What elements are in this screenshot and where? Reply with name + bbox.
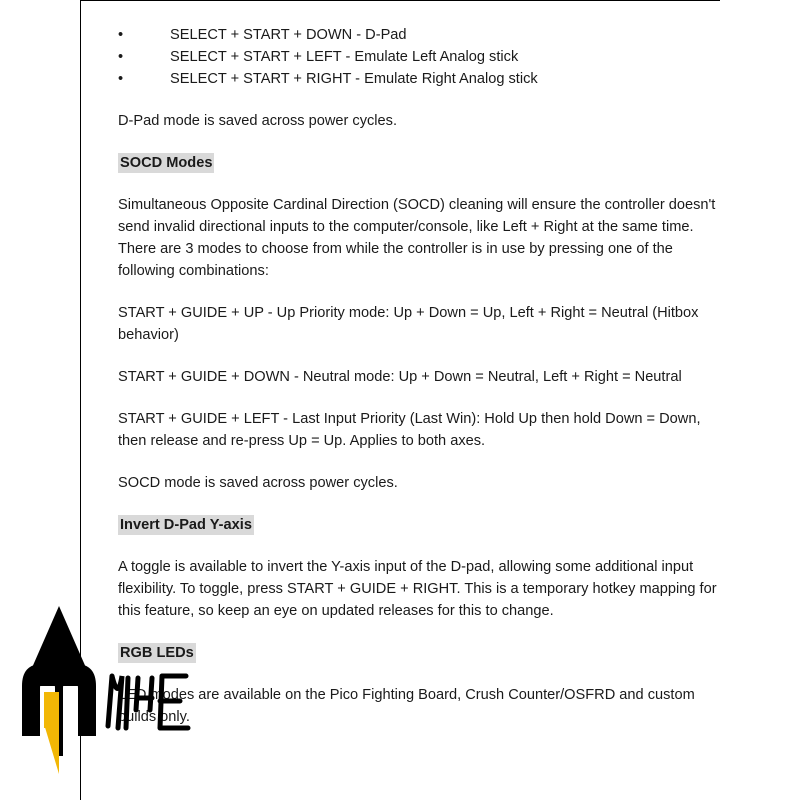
logo-pencil-body: [44, 692, 59, 728]
socd-mode-left: START + GUIDE + LEFT - Last Input Priority (Last Win): Hold Up then hold Down = Down, then release and re-press Up = Up. Applies to both axes.: [118, 411, 701, 449]
list-item: • SELECT + START + DOWN - D-Pad: [118, 24, 718, 46]
invert-body: A toggle is available to invert the Y-axis input of the D-pad, allowing some additional input flexibility. To toggle, press START + GUIDE + RIGHT. This is a temporary hotkey mapping for this feature, so keep an eye on updated releases for this to change.: [118, 559, 717, 619]
watermark-logo: [14, 606, 204, 781]
socd-mode-down: START + GUIDE + DOWN - Neutral mode: Up + Down = Neutral, Left + Right = Neutral: [118, 369, 682, 385]
socd-saved-text: SOCD mode is saved across power cycles.: [118, 475, 398, 491]
document-body: [118, 24, 718, 728]
socd-mode-up: START + GUIDE + UP - Up Priority mode: Up + Down = Up, Left + Right = Neutral (Hitbox behavior): [118, 305, 699, 343]
invert-heading: Invert D-Pad Y-axis: [120, 517, 252, 533]
logo-handwriting: [108, 676, 188, 728]
socd-heading: SOCD Modes: [120, 155, 213, 171]
rgb-heading: RGB LEDs: [120, 645, 194, 661]
list-item: • SELECT + START + LEFT - Emulate Left Analog stick: [118, 46, 718, 68]
list-item: • SELECT + START + RIGHT - Emulate Right Analog stick: [118, 68, 718, 90]
page-top-edge: [80, 0, 720, 1]
logo-pencil-point: [44, 724, 59, 774]
rgb-body: LED modes are available on the Pico Fighting Board, Crush Counter/OSFRD and custom builds only.: [118, 687, 695, 725]
socd-intro: Simultaneous Opposite Cardinal Direction (SOCD) cleaning will ensure the controller doesn't send invalid directional inputs to the computer/console, like Left + Right at the same time. There are 3 modes to choose from while the controller is in use by pressing one of the following combinations:: [118, 197, 716, 279]
dpad-mode-list: [118, 24, 718, 90]
dpad-saved-text: D-Pad mode is saved across power cycles.: [118, 113, 398, 129]
